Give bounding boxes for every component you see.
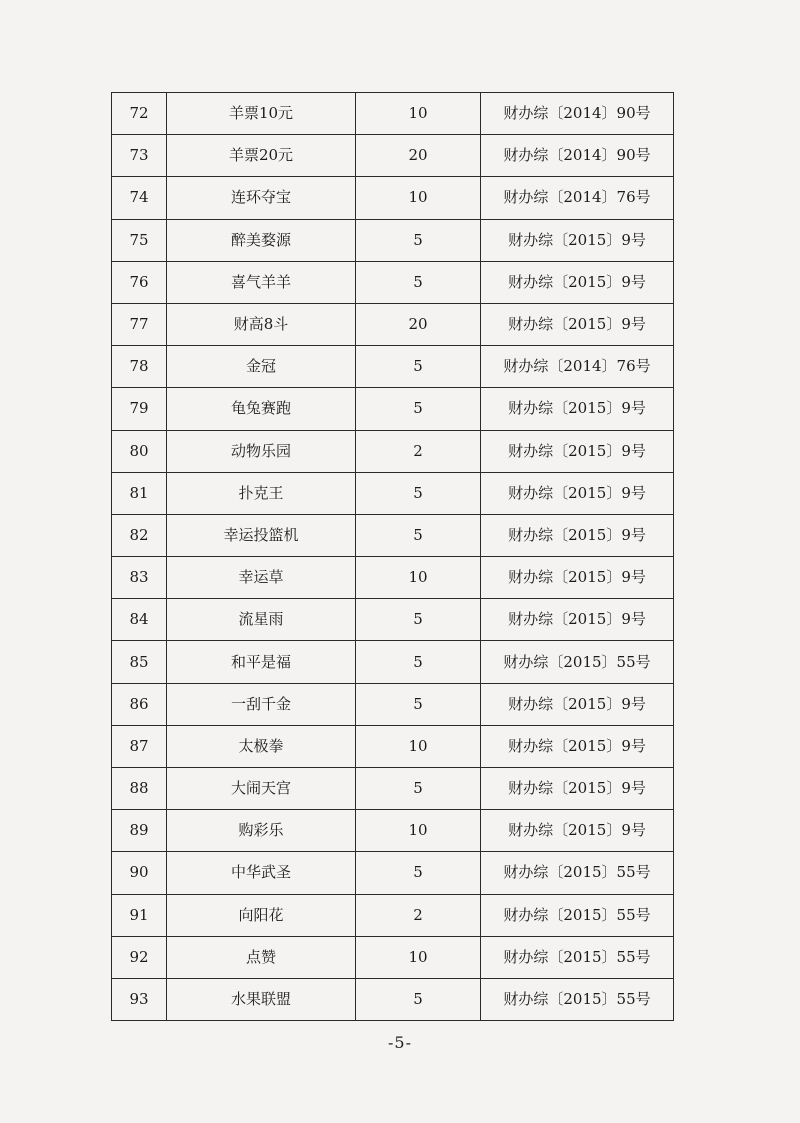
row-number-cell: 85 xyxy=(112,641,167,683)
document-number-cell: 财办综〔2014〕76号 xyxy=(481,177,674,219)
price-cell: 10 xyxy=(356,93,481,135)
game-name-cell: 醉美婺源 xyxy=(167,219,356,261)
price-cell: 10 xyxy=(356,936,481,978)
table-row xyxy=(112,472,674,514)
document-number-cell: 财办综〔2015〕9号 xyxy=(481,472,674,514)
document-number-cell: 财办综〔2015〕9号 xyxy=(481,557,674,599)
document-number-cell: 财办综〔2014〕90号 xyxy=(481,135,674,177)
row-number-cell: 90 xyxy=(112,852,167,894)
row-number-cell: 78 xyxy=(112,346,167,388)
price-cell: 2 xyxy=(356,430,481,472)
document-number-cell: 财办综〔2015〕55号 xyxy=(481,894,674,936)
row-number-cell: 86 xyxy=(112,683,167,725)
game-name-cell: 财高8斗 xyxy=(167,303,356,345)
table-row xyxy=(112,177,674,219)
price-cell: 20 xyxy=(356,135,481,177)
price-cell: 5 xyxy=(356,261,481,303)
row-number-cell: 93 xyxy=(112,978,167,1020)
row-number-cell: 84 xyxy=(112,599,167,641)
game-name-cell: 点赞 xyxy=(167,936,356,978)
price-cell: 5 xyxy=(356,599,481,641)
document-number-cell: 财办综〔2014〕90号 xyxy=(481,93,674,135)
game-name-cell: 幸运投篮机 xyxy=(167,514,356,556)
game-name-cell: 购彩乐 xyxy=(167,810,356,852)
game-name-cell: 金冠 xyxy=(167,346,356,388)
game-name-cell: 中华武圣 xyxy=(167,852,356,894)
document-number-cell: 财办综〔2015〕9号 xyxy=(481,261,674,303)
price-cell: 10 xyxy=(356,177,481,219)
table-row xyxy=(112,852,674,894)
price-cell: 5 xyxy=(356,683,481,725)
game-name-cell: 动物乐园 xyxy=(167,430,356,472)
table-row xyxy=(112,388,674,430)
price-cell: 5 xyxy=(356,641,481,683)
table-row xyxy=(112,219,674,261)
row-number-cell: 87 xyxy=(112,725,167,767)
price-cell: 10 xyxy=(356,725,481,767)
document-number-cell: 财办综〔2015〕9号 xyxy=(481,303,674,345)
price-cell: 2 xyxy=(356,894,481,936)
game-name-cell: 水果联盟 xyxy=(167,978,356,1020)
row-number-cell: 74 xyxy=(112,177,167,219)
table-row xyxy=(112,768,674,810)
document-number-cell: 财办综〔2015〕55号 xyxy=(481,852,674,894)
document-number-cell: 财办综〔2015〕9号 xyxy=(481,514,674,556)
row-number-cell: 80 xyxy=(112,430,167,472)
row-number-cell: 72 xyxy=(112,93,167,135)
lottery-table-container xyxy=(111,92,673,1021)
game-name-cell: 龟兔赛跑 xyxy=(167,388,356,430)
table-row xyxy=(112,430,674,472)
document-number-cell: 财办综〔2015〕9号 xyxy=(481,683,674,725)
table-row xyxy=(112,894,674,936)
price-cell: 5 xyxy=(356,219,481,261)
table-row xyxy=(112,599,674,641)
document-number-cell: 财办综〔2014〕76号 xyxy=(481,346,674,388)
row-number-cell: 77 xyxy=(112,303,167,345)
row-number-cell: 76 xyxy=(112,261,167,303)
document-number-cell: 财办综〔2015〕9号 xyxy=(481,430,674,472)
table-row xyxy=(112,346,674,388)
game-name-cell: 羊票10元 xyxy=(167,93,356,135)
row-number-cell: 91 xyxy=(112,894,167,936)
price-cell: 5 xyxy=(356,346,481,388)
table-row xyxy=(112,514,674,556)
table-row xyxy=(112,93,674,135)
row-number-cell: 88 xyxy=(112,768,167,810)
table-row xyxy=(112,303,674,345)
table-row xyxy=(112,810,674,852)
table-row xyxy=(112,936,674,978)
game-name-cell: 连环夺宝 xyxy=(167,177,356,219)
row-number-cell: 75 xyxy=(112,219,167,261)
game-name-cell: 和平是福 xyxy=(167,641,356,683)
document-number-cell: 财办综〔2015〕9号 xyxy=(481,388,674,430)
document-number-cell: 财办综〔2015〕55号 xyxy=(481,978,674,1020)
table-row xyxy=(112,261,674,303)
row-number-cell: 82 xyxy=(112,514,167,556)
price-cell: 5 xyxy=(356,978,481,1020)
table-row xyxy=(112,641,674,683)
row-number-cell: 73 xyxy=(112,135,167,177)
game-name-cell: 喜气羊羊 xyxy=(167,261,356,303)
price-cell: 20 xyxy=(356,303,481,345)
row-number-cell: 83 xyxy=(112,557,167,599)
table-row xyxy=(112,725,674,767)
game-name-cell: 一刮千金 xyxy=(167,683,356,725)
game-name-cell: 向阳花 xyxy=(167,894,356,936)
document-number-cell: 财办综〔2015〕9号 xyxy=(481,725,674,767)
game-name-cell: 大闹天宫 xyxy=(167,768,356,810)
document-number-cell: 财办综〔2015〕9号 xyxy=(481,219,674,261)
row-number-cell: 89 xyxy=(112,810,167,852)
table-row xyxy=(112,135,674,177)
row-number-cell: 81 xyxy=(112,472,167,514)
document-number-cell: 财办综〔2015〕9号 xyxy=(481,599,674,641)
price-cell: 10 xyxy=(356,557,481,599)
price-cell: 5 xyxy=(356,388,481,430)
price-cell: 10 xyxy=(356,810,481,852)
document-number-cell: 财办综〔2015〕9号 xyxy=(481,810,674,852)
game-name-cell: 幸运草 xyxy=(167,557,356,599)
game-name-cell: 流星雨 xyxy=(167,599,356,641)
document-number-cell: 财办综〔2015〕9号 xyxy=(481,768,674,810)
price-cell: 5 xyxy=(356,768,481,810)
price-cell: 5 xyxy=(356,852,481,894)
game-name-cell: 羊票20元 xyxy=(167,135,356,177)
page-number: -5- xyxy=(388,1033,412,1052)
game-name-cell: 太极拳 xyxy=(167,725,356,767)
row-number-cell: 92 xyxy=(112,936,167,978)
table-row xyxy=(112,557,674,599)
game-name-cell: 扑克王 xyxy=(167,472,356,514)
table-row xyxy=(112,683,674,725)
document-number-cell: 财办综〔2015〕55号 xyxy=(481,936,674,978)
row-number-cell: 79 xyxy=(112,388,167,430)
table-body xyxy=(112,93,674,1021)
lottery-table xyxy=(111,92,674,1021)
table-row xyxy=(112,978,674,1020)
price-cell: 5 xyxy=(356,472,481,514)
document-number-cell: 财办综〔2015〕55号 xyxy=(481,641,674,683)
price-cell: 5 xyxy=(356,514,481,556)
